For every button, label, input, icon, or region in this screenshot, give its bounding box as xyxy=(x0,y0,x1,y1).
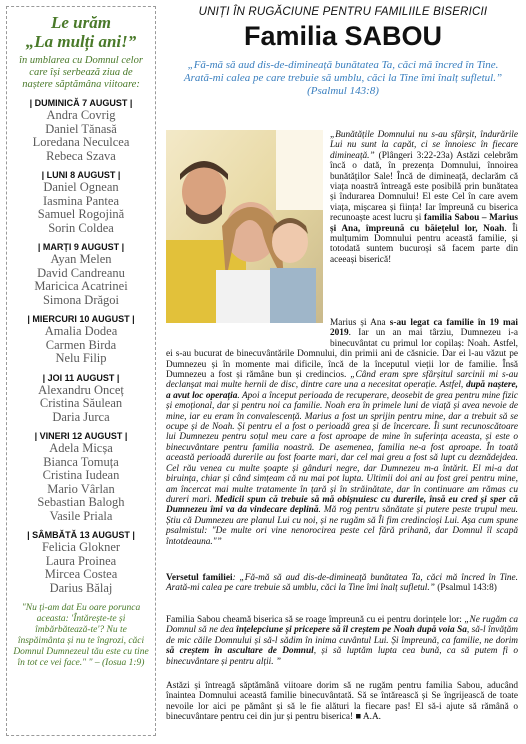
quote-text: „Bunătățile Domnului nu s-au sfârșit, îndurările Lui nu sunt la capăt, ci se înnoiesc în fiecare dimineață.” xyxy=(330,130,518,161)
day-heading: | MIERCURI 10 AUGUST | xyxy=(27,314,135,324)
birthday-name: Mario Vârlan xyxy=(47,481,115,496)
birthday-name: Daria Jurca xyxy=(52,409,110,424)
birthday-name: Cristina Iudean xyxy=(42,468,120,482)
closing-paragraph: Astăzi și întreagă săptămână viitoare dorim să ne rugăm pentru familia Sabou, aducând înaintea Domnului această familie binecuvântată. Să se întărească și Se îngrijească de toate nevoile lor aici pe pământ și să le fie alături la fiecare pas! El să-i ajute să rămână o binecuvântare pentru cei din jur și pentru biserica! ■ A.A. xyxy=(166,681,518,723)
birthday-name: Laura Proinea xyxy=(45,553,117,568)
family-names: familia Sabou – Marius și Ana, împreună cu băiețelul lor, Noah xyxy=(330,213,518,234)
birthday-name: Simona Drăgoi xyxy=(42,292,120,307)
birthday-name: Adela Micșa xyxy=(49,441,113,455)
birthday-name: Rebeca Szava xyxy=(46,148,116,163)
day-block xyxy=(7,242,155,307)
day-block xyxy=(7,431,155,523)
birthday-name: Amalia Dodea xyxy=(44,324,118,338)
birthday-name: Ayan Melen xyxy=(50,252,112,266)
birthday-name: Sebastian Balogh xyxy=(37,495,125,509)
birthday-name: Vasile Priala xyxy=(49,508,113,523)
article-paragraph: Marius și Ana s-au legat ca familie în 19 mai 2019. Iar un an mai târziu, Dumnezeu i-a binecuvântat cu primul lor copilaș: Noah. Astfel, ei s-au bucurat de binecuvântările Domnului, din primii ani de căsnicie. Dar ei l-au văzut pe Dumnezeu și în momente mai dificile, încă de la începutul vieții lor de familie. Însă Dumnezeu a fost și rămâne bun și credincios. „Când eram spre sfârșitul sarcinii mi s-au declanșat mai multe hernii de disc, dintre care una a necesitat operație. Astfel, după naștere, a avut loc operația. Apoi a început perioada de recuperare, deosebit de grea pentru mine fizic și emoțional, dar și pentru noi ca familie. Noah era în primele luni de viață și avea nevoie de mine, iar eu eram în convalescență. Marius a fost un sprijin pentru mine, dar a trebuit să se ocupe și de Noah. Și pentru el a fost o perioadă grea și de încercare. Îi sunt recunoscătoare lui Dumnezeu pentru soțul meu care a fost aproape de mine în suferința aceasta, și este o binecuvântare pentru familia noastră. De asemenea, familia ne-a fost aproape. În toată această perioadă durerile au fost foarte mari, dar cel mai greu a fost să lupt cu deznădejdea. Cel rău venea cu multe șoapte și gânduri negre, dar Dumnezeu m-a întărit. El mi-a dat biruința, chiar și când simțeam că nu mai pot lupta. Ultimii doi ani au fost grei pentru mine, am încercat mai multe tratamente în țară și în străinătate, dar în continuare am rămas cu dureri mari. Medicii spun că trebuie să mă obișnuiesc cu durerile, însă eu cred și sper că Dumnezeu îmi va da vindecare deplină. Mă rog pentru sănătate și putere peste trupul meu. Știu că Dumnezeu are planul Lui cu noi, și ne rugăm să Îi fim credincioși Lui. Așa cum spune psalmistul: "De multe ori vine nenorocirea peste cel fără prihană, dar Domnul îl scapă întotdeauna."” xyxy=(166,318,519,547)
birthday-name: Daniel Tănasă xyxy=(45,121,117,136)
birthday-name: Bianca Tomuța xyxy=(43,454,119,469)
day-heading: | SÂMBĂTĂ 13 AUGUST | xyxy=(27,530,135,540)
article-paragraph: „Bunătățile Domnului nu s-au sfârșit, îndurările Lui nu sunt la capăt, ci se înnoiesc în fiecare dimineață.” (Plângeri 3:22-23a) Astăzi celebrăm încă o dată, în prezența Domnului, înnoirea bunătăților Sale! Încă de dimineață, declarăm că viața noastră întreagă este posibilă prin bunătatea și îndurarea Domnului! El este Cel în care avem viața, mișcarea și ființa! Iar împreună cu biserica recunoaște acest lucru și familia Sabou – Marius și Ana, împreună cu băiețelul lor, Noah. Îi mulțumim Domnului pentru această familie, și totodată suntem bucuroși să facem parte din aceeași biserică! xyxy=(330,130,519,265)
birthday-name: Andra Covrig xyxy=(46,108,116,122)
photo-wrap-spacer xyxy=(166,318,330,339)
header-verse: „Fă-mă să aud dis-de-dimineață bunătatea Ta, căci mă încred în Tine. Arată-mi calea pe care trebuie să umblu, căci la Tine îmi înalț sufletul.” (Psalmul 143:8) xyxy=(183,59,503,97)
birthday-name: Felicia Glokner xyxy=(41,540,121,554)
birthday-name: Cristina Săulean xyxy=(39,396,123,410)
family-photo xyxy=(166,130,323,323)
day-heading: | DUMINICĂ 7 AUGUST | xyxy=(29,98,133,108)
day-heading: | LUNI 8 AUGUST | xyxy=(41,170,121,180)
birthday-name: Carmen Birda xyxy=(45,337,117,352)
day-heading: | VINERI 12 AUGUST | xyxy=(34,431,128,441)
prayer-requests: Familia Sabou cheamă biserica să se roage împreună cu ei pentru dorințele lor: „Ne rugăm ca Domnul să ne dea înțelepciune și pricepere să îl creștem pe Noah după voia Sa, să-l învățăm de mic căile Domnului și să-l sădim în inima cuvântul Lui. Și împreună, ca familie, ne dorim să creștem în ascultare de Domnul, și să luptăm lupta cea bună, ca să putem fi o binecuvântare și pentru alții. ” xyxy=(166,615,518,667)
day-block xyxy=(7,98,155,163)
day-heading: | MARȚI 9 AUGUST | xyxy=(37,242,125,252)
birthday-name: Daniel Ognean xyxy=(43,180,119,194)
birthday-name: Loredana Neculcea xyxy=(32,135,130,149)
day-block xyxy=(7,373,155,425)
birthday-name: Nelu Filip xyxy=(55,351,107,365)
wedding-date: s-au legat ca familie în 19 mai 2019 xyxy=(330,318,518,339)
family-verse: Versetul familiei: „Fă-mă să aud dis-de-dimineață bunătatea Ta, căci mă încred în Tine. Arată-mi calea pe care trebuie să umblu, căci la Tine îmi înalț sufletul.” (Psalmul 143:8) xyxy=(166,573,519,594)
birthday-name: Iasmina Pantea xyxy=(42,193,119,208)
sidebar-verse: "Nu ți-am dat Eu oare porunca aceasta: 'Întărește-te și îmbărbătează-te'? Nu te înspăimânta și nu te îngrozi, căci Domnul Dumnezeul tău este cu tine în tot ce vei face." " – (Iosua 1:9) xyxy=(13,603,149,668)
birthday-sidebar xyxy=(6,6,156,736)
birthday-name: Maricica Acatrinei xyxy=(34,279,128,293)
birthday-name: David Candreanu xyxy=(37,265,125,280)
day-block xyxy=(7,170,155,235)
day-block xyxy=(7,530,155,595)
article-header xyxy=(166,6,520,98)
sidebar-title: Le urăm „La mulți ani!” xyxy=(25,13,137,51)
birthday-name: Darius Bălaj xyxy=(49,580,113,595)
supertitle: UNIȚI ÎN RUGĂCIUNE PENTRU FAMILIILE BISERICII xyxy=(198,6,488,18)
day-block xyxy=(7,314,155,366)
birthday-name: Samuel Rogojină xyxy=(37,207,125,221)
birthday-name: Mircea Costea xyxy=(44,567,118,581)
page-title: Familia SABOU xyxy=(243,21,443,51)
sidebar-intro: în umblarea cu Domnul celor care își serbează ziua de naștere săptămâna viitoare: xyxy=(19,55,143,90)
day-heading: | JOI 11 AUGUST | xyxy=(42,372,120,383)
birthday-name: Alexandru Onceț xyxy=(38,382,124,397)
birthday-name: Sorin Coldea xyxy=(48,220,114,235)
